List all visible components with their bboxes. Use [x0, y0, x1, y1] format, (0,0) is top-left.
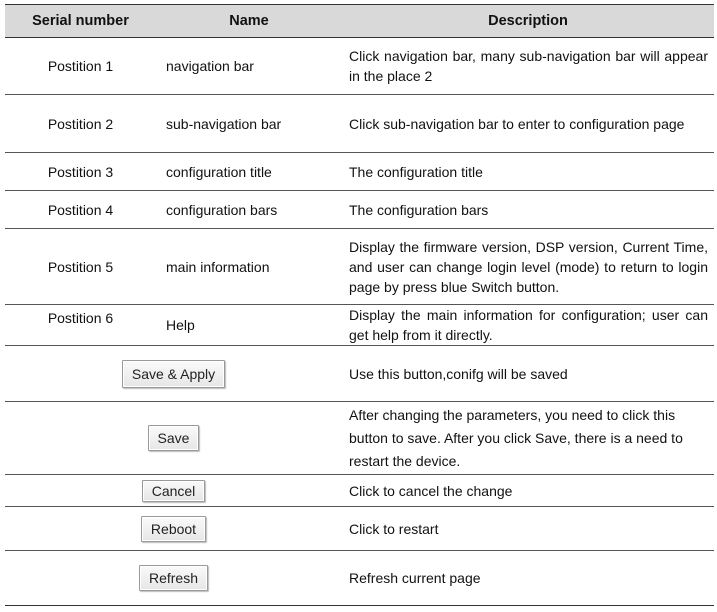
description-cell: The configuration title	[342, 153, 714, 191]
name-cell: sub-navigation bar	[156, 95, 342, 153]
header-name: Name	[156, 5, 342, 38]
description-cell: Use this button,conifg will be saved	[342, 346, 714, 402]
description-cell: Click sub-navigation bar to enter to configuration page	[342, 95, 714, 153]
serial-cell: Postition 2	[5, 95, 156, 153]
table-row	[5, 229, 714, 305]
serial-cell: Postition 4	[5, 191, 156, 229]
table-row	[5, 95, 714, 153]
name-cell: configuration title	[156, 153, 342, 191]
description-cell: Display the firmware version, DSP version, Current Time, and user can change login level (mode) to return to login page by press blue Switch button.	[342, 229, 714, 305]
serial-cell: Postition 1	[5, 38, 156, 95]
header-serial-number: Serial number	[5, 5, 156, 38]
button-cell	[5, 346, 342, 402]
description-cell: Click to restart	[342, 507, 714, 551]
table-row	[5, 346, 714, 402]
table-row	[5, 475, 714, 507]
serial-cell: Postition 3	[5, 153, 156, 191]
header-description: Description	[342, 5, 714, 38]
description-cell: Display the main information for configuration; user can get help from it directly.	[342, 305, 714, 346]
description-cell: Click navigation bar, many sub-navigation bar will appear in the place 2	[342, 38, 714, 95]
serial-cell: Postition 6	[5, 305, 156, 346]
table-row	[5, 38, 714, 95]
description-cell: The configuration bars	[342, 191, 714, 229]
save-button[interactable]: Save	[148, 425, 200, 451]
reboot-button[interactable]: Reboot	[141, 516, 206, 542]
name-cell: main information	[156, 229, 342, 305]
table-row	[5, 305, 714, 346]
description-cell: Click to cancel the change	[342, 475, 714, 507]
button-cell	[5, 402, 342, 475]
description-cell: Refresh current page	[342, 551, 714, 606]
serial-cell: Postition 5	[5, 229, 156, 305]
button-cell	[5, 475, 342, 507]
name-cell: configuration bars	[156, 191, 342, 229]
table-row	[5, 402, 714, 475]
table-row	[5, 153, 714, 191]
header-row	[5, 5, 714, 38]
button-cell	[5, 507, 342, 551]
save-apply-button[interactable]: Save & Apply	[122, 360, 225, 388]
refresh-button[interactable]: Refresh	[139, 565, 208, 591]
table-row	[5, 507, 714, 551]
ui-description-table	[5, 4, 714, 606]
table-row	[5, 551, 714, 606]
table-row	[5, 191, 714, 229]
name-cell: Help	[156, 305, 342, 346]
name-cell: navigation bar	[156, 38, 342, 95]
button-cell	[5, 551, 342, 606]
description-cell: After changing the parameters, you need to click this button to save. After you click Save, there is a need to restart the device.	[342, 402, 714, 475]
cancel-button[interactable]: Cancel	[142, 480, 206, 502]
